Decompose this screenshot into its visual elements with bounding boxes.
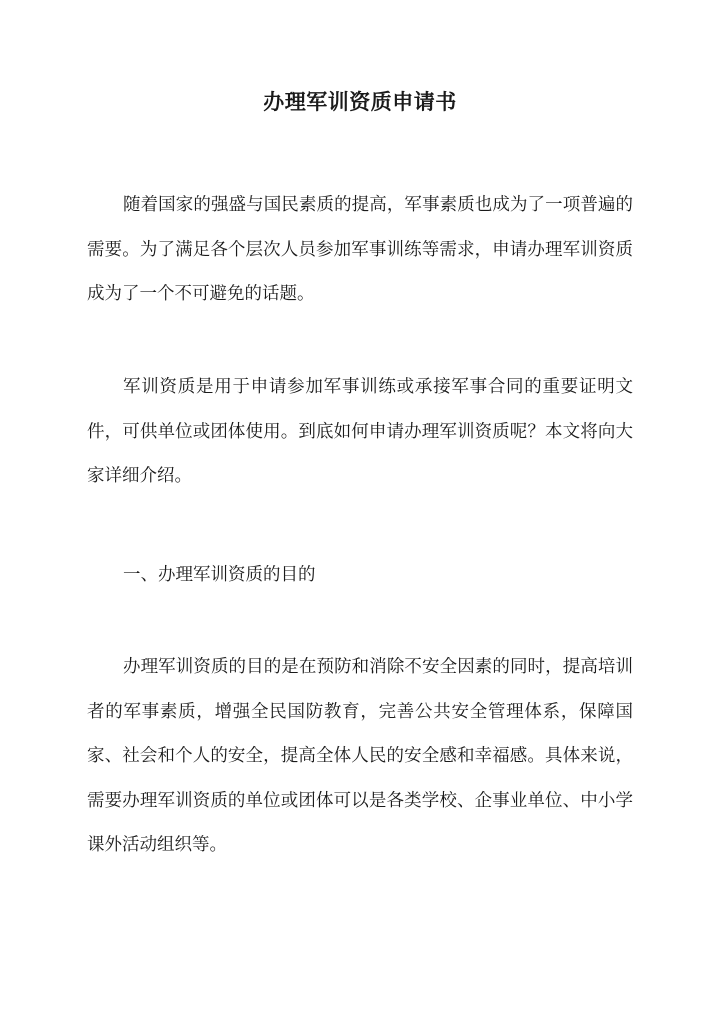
section-heading: 一、办理军训资质的目的: [123, 565, 316, 585]
intro-paragraph: 随着国家的强盛与国民素质的提高，军事素质也成为了一项普遍的需要。为了满足各个层次人员参加军事训练等需求，申请办理军训资质成为了一个不可避免的话题。: [87, 195, 633, 304]
definition-paragraph: 军训资质是用于申请参加军事训练或承接军事合同的重要证明文件，可供单位或团体使用。到底如何申请办理军训资质呢？本文将向大家详细介绍。: [87, 377, 633, 486]
section-paragraph: 办理军训资质的目的是在预防和消除不安全因素的同时，提高培训者的军事素质，增强全民国防教育，完善公共安全管理体系，保障国家、社会和个人的安全，提高全体人民的安全感和幸福感。具体来说，需要办理军训资质的单位或团体可以是各类学校、企事业单位、中小学课外活动组织等。: [87, 657, 633, 855]
document-title: 办理军训资质申请书: [263, 89, 457, 114]
